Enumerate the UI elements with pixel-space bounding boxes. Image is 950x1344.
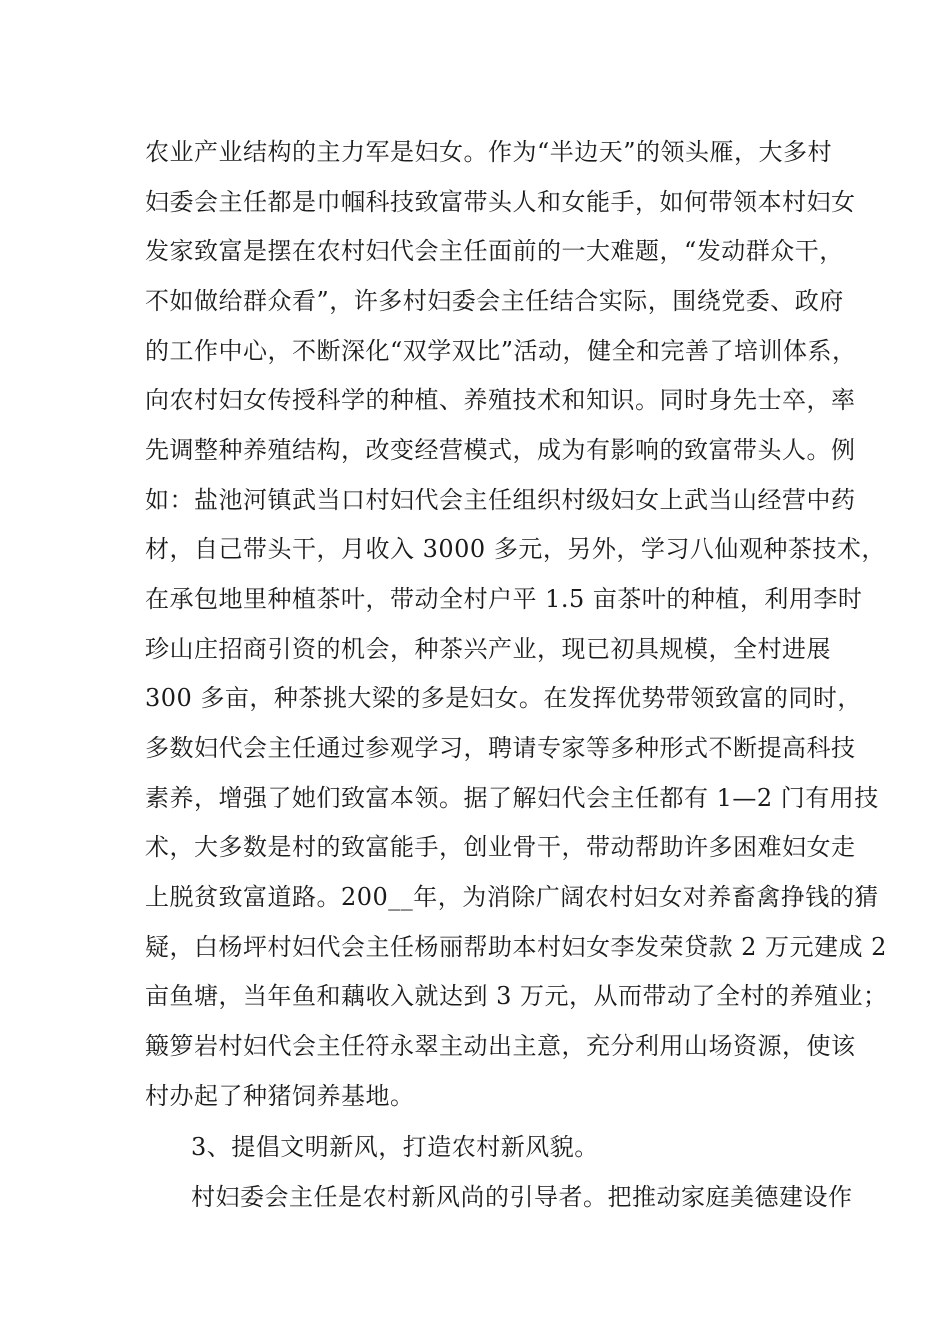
paragraph-line: 珍山庄招商引资的机会，种茶兴产业，现已初具规模，全村进展: [145, 635, 831, 663]
paragraph-line: 村办起了种猪饲养基地。: [145, 1082, 415, 1110]
paragraph-line: 300 多亩，种茶挑大梁的多是妇女。在发挥优势带领致富的同时，: [145, 684, 862, 712]
paragraph-line: 村妇委会主任是农村新风尚的引导者。把推动家庭美德建设作: [191, 1183, 853, 1211]
paragraph-line: 术，大多数是村的致富能手，创业骨干，带动帮助许多困难妇女走: [145, 833, 856, 861]
paragraph-line: 农业产业结构的主力军是妇女。作为“半边天”的领头雁，大多村: [145, 138, 833, 166]
paragraph-line: 不如做给群众看”，许多村妇委会主任结合实际，围绕党委、政府: [145, 287, 844, 315]
paragraph-line: 在承包地里种植茶叶，带动全村户平 1.5 亩茶叶的种植，利用李时: [145, 585, 863, 613]
paragraph-line: 疑，白杨坪村妇代会主任杨丽帮助本村妇女李发荣贷款 2 万元建成 2: [145, 933, 887, 961]
paragraph-line: 向农村妇女传授科学的种植、养殖技术和知识。同时身先士卒，率: [145, 386, 856, 414]
paragraph-line: 如：盐池河镇武当口村妇代会主任组织村级妇女上武当山经营中药: [145, 486, 856, 514]
paragraph-line: 妇委会主任都是巾帼科技致富带头人和女能手，如何带领本村妇女: [145, 188, 856, 216]
paragraph-line: 发家致富是摆在农村妇代会主任面前的一大难题，“发动群众干，: [145, 237, 844, 265]
section-heading: 3、提倡文明新风，打造农村新风貌。: [191, 1133, 599, 1161]
paragraph-line: 先调整种养殖结构，改变经营模式，成为有影响的致富带头人。例: [145, 436, 856, 464]
paragraph-line: 的工作中心，不断深化“双学双比”活动，健全和完善了培训体系，: [145, 337, 857, 365]
paragraph-line: 多数妇代会主任通过参观学习，聘请专家等多种形式不断提高科技: [145, 734, 856, 762]
paragraph-line: 簸箩岩村妇代会主任符永翠主动出主意，充分利用山场资源，使该: [145, 1032, 856, 1060]
paragraph-line: 素养，增强了她们致富本领。据了解妇代会主任都有 1—2 门有用技: [145, 784, 879, 812]
paragraph-line: 亩鱼塘，当年鱼和藕收入就达到 3 万元，从而带动了全村的养殖业；: [145, 982, 888, 1010]
paragraph-line: 上脱贫致富道路。200__年，为消除广阔农村妇女对养畜禽挣钱的猜: [145, 883, 879, 911]
paragraph-line: 材，自己带头干，月收入 3000 多元，另外，学习八仙观种茶技术，: [145, 535, 886, 563]
